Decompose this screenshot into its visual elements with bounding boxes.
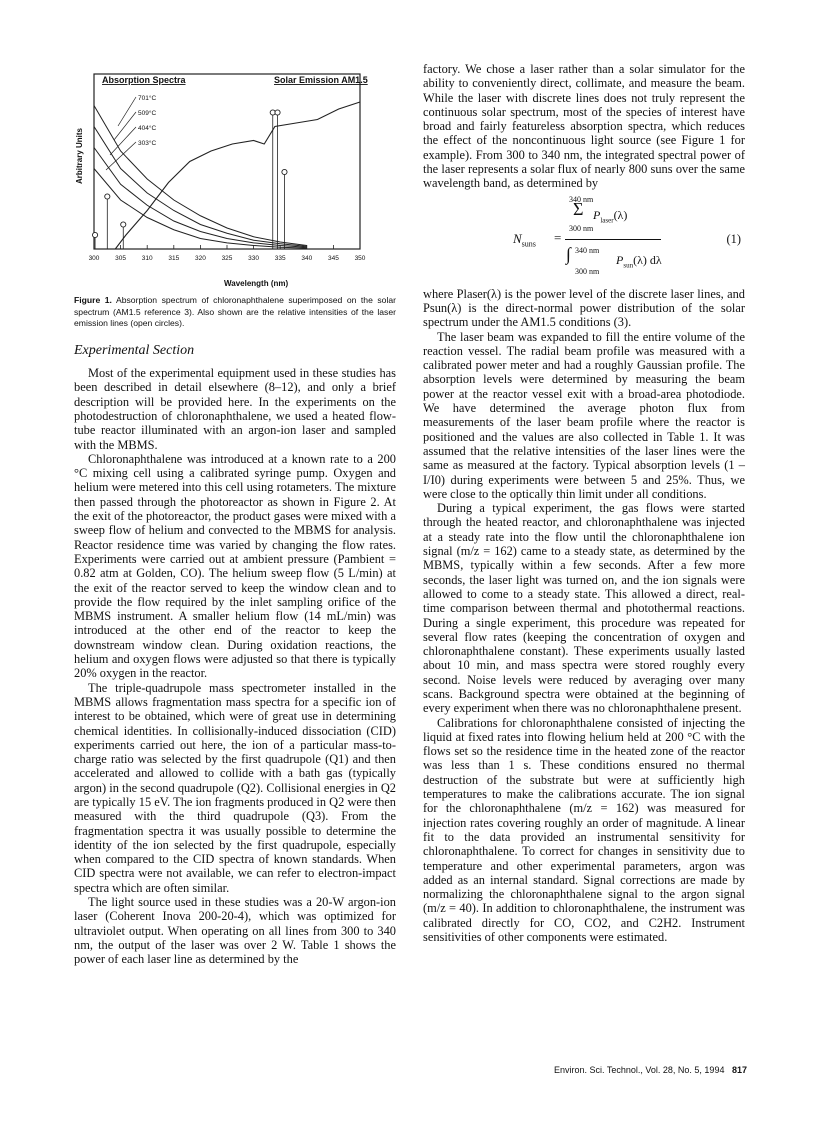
x-tick-label: 320 — [194, 255, 206, 262]
eq-int-bottom: 300 nm — [575, 266, 600, 276]
journal-citation: Environ. Sci. Technol., Vol. 28, No. 5, 1994 — [554, 1065, 725, 1075]
eq-sum-top: 340 nm — [569, 194, 594, 204]
x-tick-label: 335 — [274, 255, 286, 262]
figure-caption-text: Absorption spectrum of chloronaphthalene superimposed on the solar spectrum (AM1.5 reference 3). Also shown are the relative intensities of the laser emission lines (open circles). — [74, 295, 396, 329]
x-tick-label: 310 — [141, 255, 153, 262]
figure-1 — [74, 60, 396, 305]
page-number: 817 — [731, 1065, 747, 1075]
leader-303 — [106, 142, 136, 170]
temp-label-404: 404°C — [138, 125, 157, 132]
x-tick-label: 300 — [88, 255, 100, 262]
section-title: Experimental Section — [74, 342, 195, 358]
page-footer — [554, 1065, 747, 1075]
eq-lhs-sub: suns — [521, 239, 536, 249]
right-column — [423, 62, 745, 944]
eq-equals: = — [554, 229, 562, 245]
laser-line-point — [121, 222, 126, 227]
left-paragraph-3: The triple-quadrupole mass spectrometer installed in the MBMS allows fragmentation mass spectra for a specific ion of interest to be obtained, which were of great use in determining chemical identities. In collisionally-induced dissociation (CID) experiments carried out here, the ion of a particular mass-to-charge ratio was selected by the first quadrupole (Q1) and then accelerated and allowed to collide with a bath gas (typically argon) in the second quadrupole (Q2). Collisional energies in Q2 are typically 15 eV. The ion fragments produced in Q2 were then measured with the third quadrupole (Q3). From the fragmentation spectra it was usually possible to determine the identity of the ion selected by the first quadrupole, especially when compared to the CID spectra of known standards. When CID spectra were not available, we can refer to electron-impact spectra which are often similar. — [74, 680, 396, 895]
right-paragraph-intro: factory. We chose a laser rather than a solar simulator for the ability to conveniently direct, collimate, and measure the beam. While the laser with discrete lines does not truly represent the continuous solar spectrum, most of the species of interest have broad and fairly featureless absorption spectra, which reduces the effect of the noncontinuous light source (see Figure 1 for example). From 300 to 340 nm, the integrated spectral power of the laser represents a solar flux of nearly 800 suns over the same wavelength band, as determined by — [423, 62, 745, 191]
eq-int-top: 340 nm — [575, 245, 600, 255]
x-tick-label: 340 — [301, 255, 313, 262]
eq-fraction-bar — [565, 239, 661, 240]
label-solar-emission: Solar Emission AM1.5 — [274, 75, 368, 85]
leader-509 — [114, 112, 136, 140]
x-tick-label: 350 — [354, 255, 366, 262]
figure-caption-label: Figure 1. — [74, 295, 112, 305]
laser-line-point — [105, 194, 110, 199]
x-tick-label: 325 — [221, 255, 233, 262]
x-tick-label: 305 — [115, 255, 127, 262]
temp-label-701: 701°C — [138, 95, 157, 102]
right-paragraph-3: During a typical experiment, the gas flows were started through the heated reactor, and chloronaphthalene was injected at a steady rate into the flow until the chloronaphthalene ion signal (m/z = 162) came to a steady state, as determined by the MBMS, typically within a few seconds. After a few more seconds, the laser light was turned on, and the ion signals were allowed to come to a steady state. This allowed a direct, real-time comparison between thermal and photothermal reactions. During a single experiment, this procedure was repeated for several flow rates (keeping the concentration of oxygen and chloronaphthalene constant). These experiments usually lasted about 10 min, and mass spectra were stored roughly every second. Noise levels were reduced by averaging over many scans. Background spectra were obtained at the beginning of every experiment when there was no chloronaphthalene present. — [423, 501, 745, 716]
x-tick-label: 345 — [327, 255, 339, 262]
right-paragraph-2: The laser beam was expanded to fill the entire volume of the reaction vessel. The radial beam profile was measured with a calibrated power meter and had a roughly Gaussian profile. The absorption levels were determined by measuring the beam power at the reactor vessel exit with a broad-area photodiode. We have determined the average photon flux from measurements of the laser beam profile where the reactor is positioned and the values are also collected in Table 1. It was assumed that the relative intensities of the laser lines were the same as measured at the factory. Typical absorption levels (1 – I/I0) during experiments were between 5 and 25%. Thus, we were close to the optically thin limit under all conditions. — [423, 329, 745, 501]
eq-num-sub: laser — [600, 216, 614, 225]
eq-number: (1) — [726, 231, 741, 246]
eq-den-sub: sun — [623, 261, 634, 270]
laser-line-point — [275, 110, 280, 115]
temp-label-303: 303°C — [138, 140, 157, 147]
x-tick-label: 330 — [248, 255, 260, 262]
eq-sum-symbol: Σ — [573, 198, 584, 219]
leader-404 — [110, 127, 136, 155]
temp-label-509: 509°C — [138, 110, 157, 117]
eq-sum-bottom: 300 nm — [569, 223, 594, 233]
eq-lhs: $N_{suns}$ — [513, 230, 536, 249]
figure-caption — [74, 295, 396, 330]
absorption-line — [94, 169, 307, 249]
right-paragraph-1: where Plaser(λ) is the power level of the discrete laser lines, and Psun(λ) is the direct-normal power distribution of the solar spectrum under the AM1.5 conditions (3). — [423, 286, 745, 330]
left-paragraph-1: Most of the experimental equipment used in these studies has been described in detail elsewhere (8–12), and only a brief description will be provided here. In the experiments on the photodestruction of chloronaphthalene, we used a heated flow-tube reactor illuminated with an argon-ion laser and sampled with the MBMS. — [74, 366, 396, 452]
eq-int-symbol: ∫ — [566, 243, 571, 264]
label-absorption-spectra: Absorption Spectra — [102, 75, 186, 85]
eq-denominator: $P_{sun}(\lambda)$ dλ — [616, 252, 662, 270]
absorption-line — [94, 148, 307, 248]
y-axis-label: Arbitrary Units — [75, 127, 84, 184]
eq-numerator: $P_{laser}(\lambda)$ — [593, 207, 628, 225]
laser-line-point — [282, 169, 287, 174]
absorption-chart — [74, 60, 396, 305]
laser-line-point — [92, 232, 97, 237]
x-axis-label: Wavelength (nm) — [224, 279, 289, 288]
right-paragraph-4: Calibrations for chloronaphthalene consisted of injecting the liquid at fixed rates into flowing helium held at 200 °C with the flows set so the residence time in the heated zone of the reactor was less than 1 s. These conditions ensured no thermal destruction of the substrate but were at sufficiently high temperatures to make the calibrations accurate. The ion signal for the chloronaphthalene (m/z = 162) was measured for injection rates covering roughly an order of magnitude. A linear fit to the data provided an instrumental sensitivity for chloronaphthalene. To correct for changes in sensitivity due to temperature and other experimental parameters, argon was added as an internal standard. Signal corrections are made by normalizing the chloronaphthalene signal to the argon signal (m/z = 40). In addition to chloronaphthalene, the instrument was calibrated directly for CO, CO2, and C2H2. Instrument sensitivities of other components were estimated. — [423, 715, 745, 945]
equation-1 — [423, 191, 745, 287]
left-paragraph-2: Chloronaphthalene was introduced at a known rate to a 200 °C mixing cell using a calibrated syringe pump. Oxygen and helium were metered into this cell using rotameters. The mixture then passed through the photoreactor as shown in Figure 2. At the exit of the photoreactor, the product gases were mixed with a sweep flow of helium and convected to the MBMS for analysis. Reactor residence time was varied by changing the flow rates. Experiments were carried out at ambient pressure (Pambient = 0.82 atm at Golden, CO). The helium sweep flow (5 L/min) at the exit of the reactor served to keep the window clean and to provide the flow required by the inlet sampling orifice of the MBMS instrument. A smaller helium flow (14 mL/min) was introduced at the other end of the reactor to keep the downstream window clean. During oxidation reactions, the helium and oxygen flows were adjusted so that there is typically 20% oxygen in the reactor. — [74, 451, 396, 681]
leader-701 — [118, 97, 136, 126]
x-tick-label: 315 — [168, 255, 180, 262]
left-paragraph-4: The light source used in these studies was a 20-W argon-ion laser (Coherent Inova 200-20-4), which was optimized for ultraviolet output. When operating on all lines from 300 to 340 nm, the output of the laser was over 2 W. Table 1 shows the power of each laser line as determined by the — [74, 895, 396, 967]
left-column — [74, 295, 396, 967]
absorption-line — [94, 127, 307, 247]
